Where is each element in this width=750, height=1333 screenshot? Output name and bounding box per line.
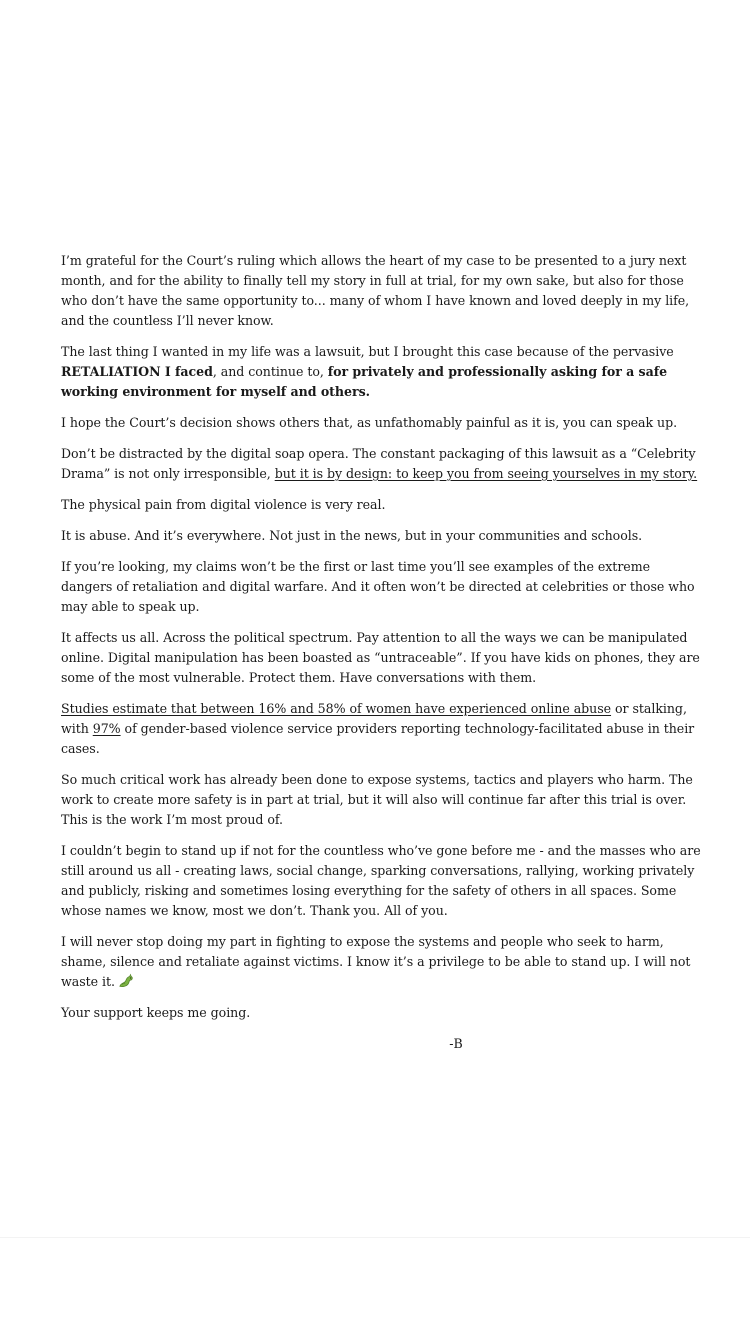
studies-link[interactable]: Studies estimate that between 16% and 58% of women have experienced online abuse: [61, 701, 612, 716]
ninety-seven-percent-link[interactable]: 97%: [92, 721, 121, 736]
paragraph-5: The physical pain from digital violence is very real.: [61, 497, 386, 512]
paragraph-12-text: I will never stop doing my part in fighting to expose the systems and people who seek to harm, shame, silence and retaliate against victims. I know it’s a privilege to be able to stand up. I will not waste it.: [61, 934, 691, 989]
paragraph-10: So much critical work has already been done to expose systems, tactics and players who harm. The work to create more safety is in part at trial, but it will also will continue far after this trial is over. This is the work I’m most proud of.: [61, 772, 693, 827]
paragraph-12: [61, 932, 705, 992]
paragraph-6: It is abuse. And it’s everywhere. Not just in the news, but in your communities and schools.: [61, 528, 643, 543]
paragraph-4: [61, 444, 705, 484]
paragraph-9-text-b: or stalking, with: [61, 701, 687, 736]
retaliation-emphasis: RETALIATION I faced: [61, 364, 213, 379]
safe-environment-emphasis: for privately and professionally asking for a safe working environment for myself and others.: [61, 364, 668, 399]
paragraph-7: If you’re looking, my claims won’t be the first or last time you’ll see examples of the extreme dangers of retaliation and digital warfare. And it often won’t be directed at celebrities or those who may able to speak up.: [61, 559, 695, 614]
dragon-icon: [117, 973, 135, 989]
paragraph-2-text-c: , and continue to,: [212, 364, 328, 379]
signature: -B: [449, 1036, 463, 1051]
footer-divider: [0, 1237, 750, 1238]
paragraph-13: Your support keeps me going.: [61, 1005, 251, 1020]
paragraph-4-text-a: Don’t be distracted by the digital soap opera. The constant packaging of this lawsuit as a “Celebrity Drama” is not only irresponsible,: [61, 446, 696, 481]
paragraph-3: I hope the Court’s decision shows others that, as unfathomably painful as it is, you can speak up.: [61, 415, 678, 430]
paragraph-9-text-d: of gender-based violence service providers reporting technology-facilitated abuse in their cases.: [61, 721, 695, 756]
paragraph-1: I’m grateful for the Court’s ruling which allows the heart of my case to be presented to a jury next month, and for the ability to finally tell my story in full at trial, for my own sake, but also for those who don’t have the same opportunity to... many of whom I have known and loved deeply in my life, and the countless I’ll never know.: [61, 253, 690, 328]
paragraph-2-text-a: The last thing I wanted in my life was a lawsuit, but I brought this case because of the pervasive: [61, 344, 674, 359]
paragraph-8: It affects us all. Across the political spectrum. Pay attention to all the ways we can be manipulated online. Digital manipulation has been boasted as “untraceable”. If you have kids on phones, they are some of the most vulnerable. Protect them. Have conversations with them.: [61, 630, 700, 685]
paragraph-11: I couldn’t begin to stand up if not for the countless who’ve gone before me - and the masses who are still around us all - creating laws, social change, sparking conversations, rallying, working privately and publicly, risking and sometimes losing everything for the safety of others in all spaces. Some whose names we know, most we don’t. Thank you. All of you.: [61, 843, 701, 918]
paragraph-2: [61, 342, 705, 402]
by-design-underlined: but it is by design: to keep you from seeing yourselves in my story.: [274, 466, 698, 481]
statement-body: [61, 251, 705, 1065]
paragraph-9: [61, 699, 705, 759]
